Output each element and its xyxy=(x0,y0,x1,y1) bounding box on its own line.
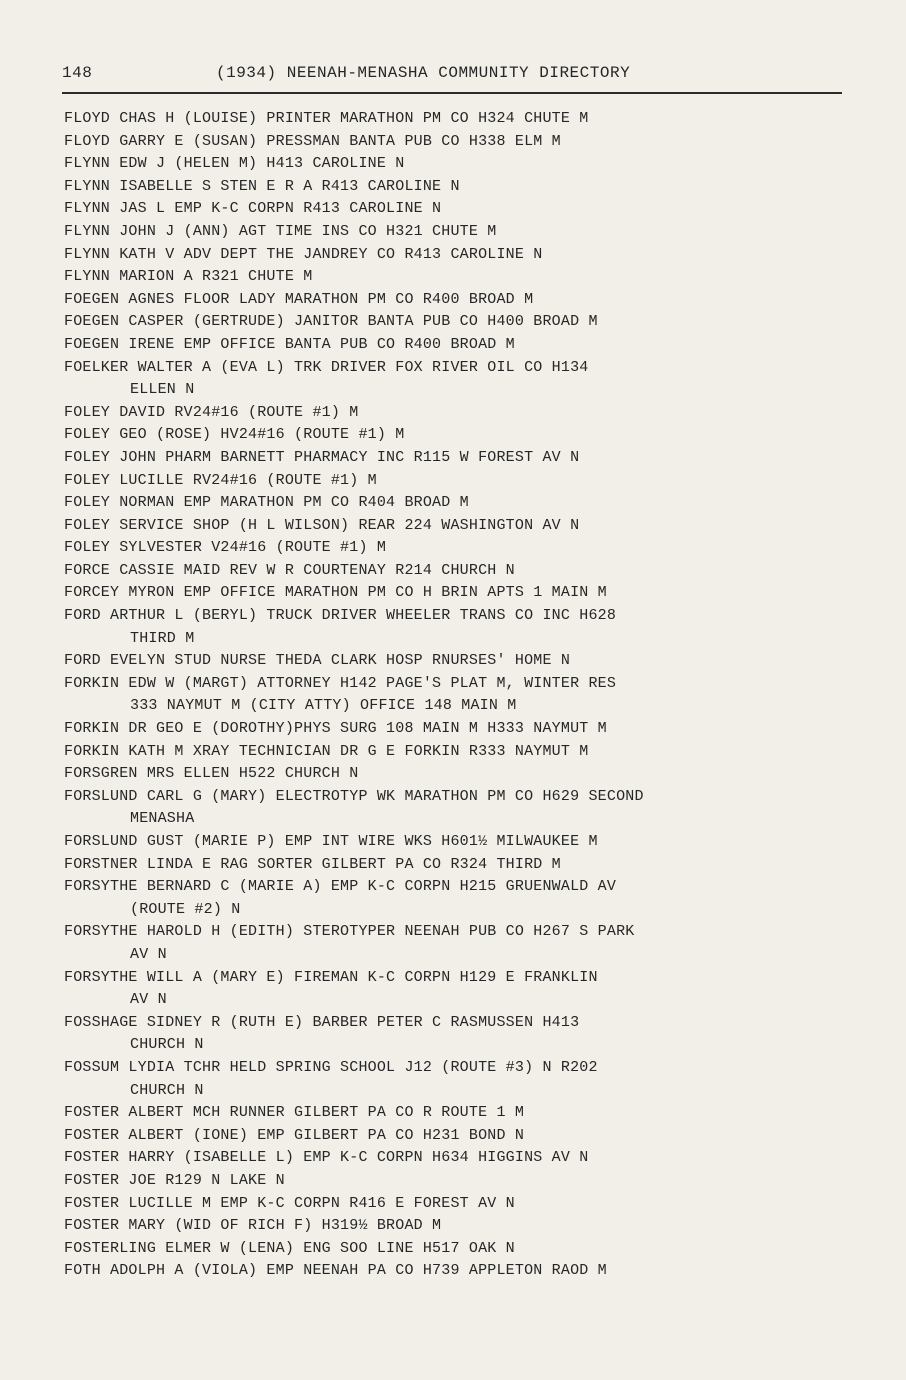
page-header xyxy=(62,60,842,86)
directory-entry: FLOYD GARRY E (SUSAN) PRESSMAN BANTA PUB CO H338 ELM M xyxy=(64,132,561,150)
directory-entry: FORSGREN MRS ELLEN H522 CHURCH N xyxy=(64,765,359,783)
directory-entry: FORSLUND GUST (MARIE P) EMP INT WIRE WKS H601½ MILWAUKEE M xyxy=(64,833,598,850)
directory-entry: FORD EVELYN STUD NURSE THEDA CLARK HOSP RNURSES' HOME N xyxy=(64,652,571,670)
directory-entry-continuation: AV N xyxy=(130,945,167,963)
directory-entry: FOSSUM LYDIA TCHR HELD SPRING SCHOOL J12 (ROUTE #3) N R202 xyxy=(64,1058,598,1076)
directory-entry: FOLEY GEO (ROSE) HV24#16 (ROUTE #1) M xyxy=(64,426,405,444)
directory-entry: FORSTNER LINDA E RAG SORTER GILBERT PA CO R324 THIRD M xyxy=(64,855,561,873)
directory-entry-continuation: MENASHA xyxy=(130,810,195,828)
directory-entry: FOLEY JOHN PHARM BARNETT PHARMACY INC R115 W FOREST AV N xyxy=(64,448,580,466)
directory-entry: FOLEY LUCILLE RV24#16 (ROUTE #1) M xyxy=(64,471,377,489)
directory-entry: FOLEY SERVICE SHOP (H L WILSON) REAR 224 WASHINGTON AV N xyxy=(64,516,580,534)
directory-entry: FOEGEN AGNES FLOOR LADY MARATHON PM CO R400 BROAD M xyxy=(64,290,534,308)
directory-entry: FORKIN KATH M XRAY TECHNICIAN DR G E FORKIN R333 NAYMUT M xyxy=(64,742,589,760)
directory-entry: FORKIN EDW W (MARGT) ATTORNEY H142 PAGE'S PLAT M, WINTER RES xyxy=(64,674,617,692)
page-number: 148 xyxy=(62,64,93,82)
directory-entry: FOEGEN CASPER (GERTRUDE) JANITOR BANTA PUB CO H400 BROAD M xyxy=(64,313,598,331)
directory-entry-continuation: CHURCH N xyxy=(130,1036,204,1054)
directory-entry-continuation: AV N xyxy=(130,991,167,1009)
directory-entry: FOELKER WALTER A (EVA L) TRK DRIVER FOX RIVER OIL CO H134 xyxy=(64,358,589,376)
directory-entry: FLYNN EDW J (HELEN M) H413 CAROLINE N xyxy=(64,155,405,173)
directory-entry-continuation: ELLEN N xyxy=(130,381,195,399)
directory-entry: FOSTER ALBERT (IONE) EMP GILBERT PA CO H231 BOND N xyxy=(64,1126,525,1144)
header-divider xyxy=(62,92,842,94)
directory-entry: FOSTER HARRY (ISABELLE L) EMP K-C CORPN H634 HIGGINS AV N xyxy=(64,1149,589,1167)
directory-entry-continuation: THIRD M xyxy=(130,629,195,647)
directory-entry: FORCEY MYRON EMP OFFICE MARATHON PM CO H BRIN APTS 1 MAIN M xyxy=(64,584,607,602)
page-title: (1934) NEENAH-MENASHA COMMUNITY DIRECTORY xyxy=(216,64,631,82)
directory-entry: FORD ARTHUR L (BERYL) TRUCK DRIVER WHEELER TRANS CO INC H628 xyxy=(64,607,617,625)
directory-entry: FORSLUND CARL G (MARY) ELECTROTYP WK MARATHON PM CO H629 SECOND xyxy=(64,787,644,805)
directory-entry-continuation: (ROUTE #2) N xyxy=(130,900,241,918)
directory-entry: FLYNN JAS L EMP K-C CORPN R413 CAROLINE N xyxy=(64,200,442,218)
directory-entry: FOSTER ALBERT MCH RUNNER GILBERT PA CO R ROUTE 1 M xyxy=(64,1104,525,1122)
directory-entry: FOLEY SYLVESTER V24#16 (ROUTE #1) M xyxy=(64,539,387,557)
directory-entry: FORSYTHE HAROLD H (EDITH) STEROTYPER NEENAH PUB CO H267 S PARK xyxy=(64,923,635,941)
directory-entry: FOLEY DAVID RV24#16 (ROUTE #1) M xyxy=(64,403,359,421)
directory-entry: FOSTER LUCILLE M EMP K-C CORPN R416 E FOREST AV N xyxy=(64,1194,515,1212)
directory-entry: FOSTER MARY (WID OF RICH F) H319½ BROAD M xyxy=(64,1217,442,1235)
directory-entry: FOSTERLING ELMER W (LENA) ENG SOO LINE H517 OAK N xyxy=(64,1239,515,1257)
directory-entry: FLYNN KATH V ADV DEPT THE JANDREY CO R413 CAROLINE N xyxy=(64,245,543,263)
directory-entry: FOSTER JOE R129 N LAKE N xyxy=(64,1171,285,1189)
directory-entry: FLOYD CHAS H (LOUISE) PRINTER MARATHON PM CO H324 CHUTE M xyxy=(64,110,589,127)
directory-entry: FORKIN DR GEO E (DOROTHY)PHYS SURG 108 MAIN M H333 NAYMUT M xyxy=(64,720,607,738)
directory-entry: FOLEY NORMAN EMP MARATHON PM CO R404 BROAD M xyxy=(64,494,469,512)
directory-entry: FORSYTHE BERNARD C (MARIE A) EMP K-C CORPN H215 GRUENWALD AV xyxy=(64,878,617,896)
directory-entry-continuation: 333 NAYMUT M (CITY ATTY) OFFICE 148 MAIN M xyxy=(130,697,517,715)
directory-entry: FOSSHAGE SIDNEY R (RUTH E) BARBER PETER C RASMUSSEN H413 xyxy=(64,1013,580,1031)
directory-entry: FLYNN ISABELLE S STEN E R A R413 CAROLINE N xyxy=(64,177,460,195)
directory-entry: FORCE CASSIE MAID REV W R COURTENAY R214 CHURCH N xyxy=(64,561,515,579)
directory-entry: FOTH ADOLPH A (VIOLA) EMP NEENAH PA CO H739 APPLETON RAOD M xyxy=(64,1262,607,1280)
directory-entry: FOEGEN IRENE EMP OFFICE BANTA PUB CO R400 BROAD M xyxy=(64,335,515,353)
directory-entries xyxy=(64,108,854,1283)
directory-entry: FLYNN JOHN J (ANN) AGT TIME INS CO H321 CHUTE M xyxy=(64,222,497,240)
directory-entry: FLYNN MARION A R321 CHUTE M xyxy=(64,268,313,286)
directory-entry: FORSYTHE WILL A (MARY E) FIREMAN K-C CORPN H129 E FRANKLIN xyxy=(64,968,598,986)
directory-entry-continuation: CHURCH N xyxy=(130,1081,204,1099)
